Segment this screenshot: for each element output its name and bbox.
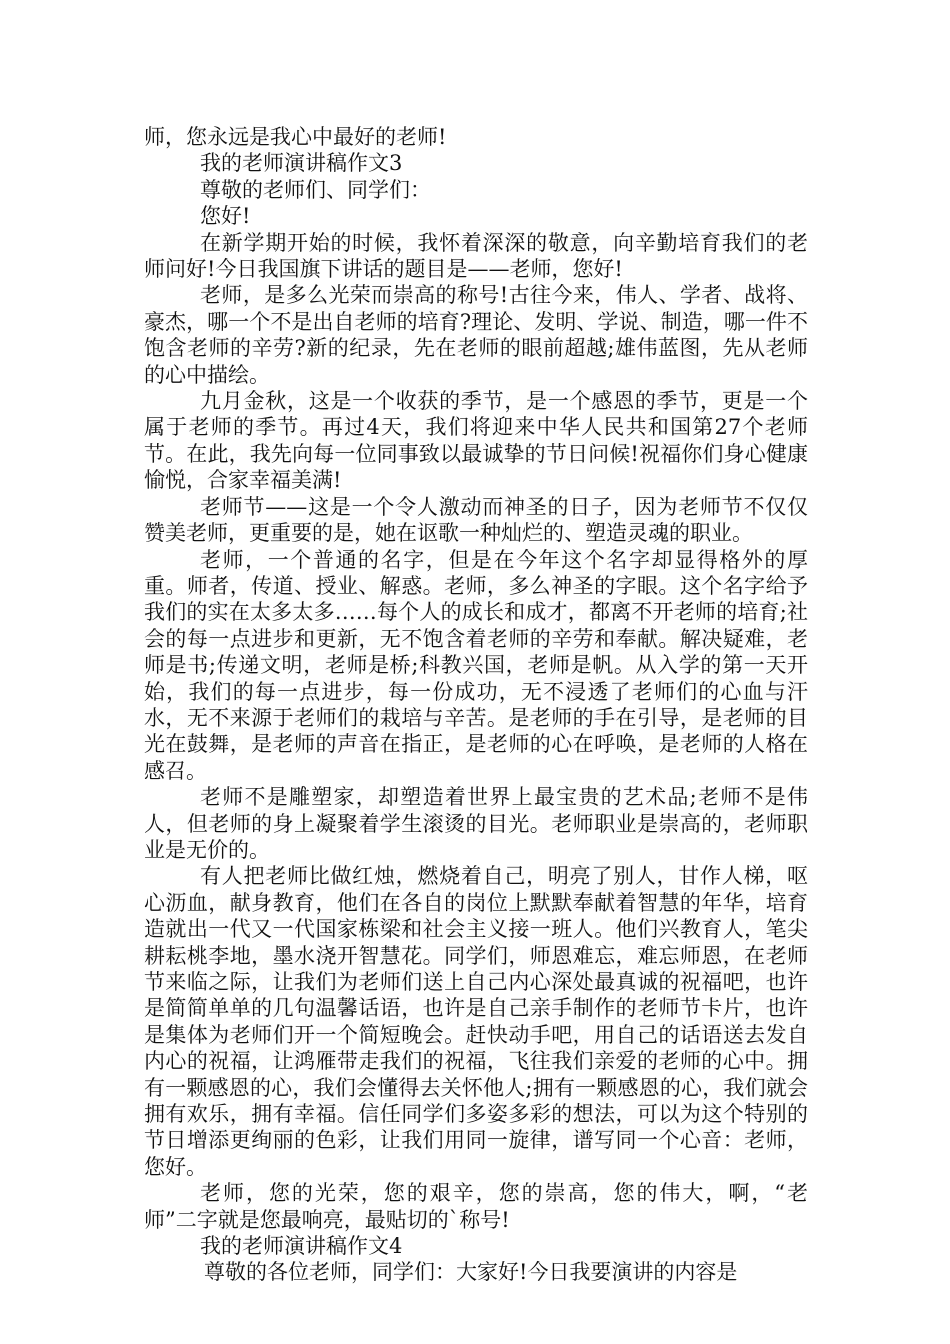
paragraph: 在新学期开始的时候，我怀着深深的敬意，向辛勤培育我们的老师问好!今日我国旗下讲话的题目是——老师，您好!	[144, 230, 808, 282]
paragraph: 尊敬的各位老师，同学们：大家好!今日我要演讲的内容是	[204, 1260, 738, 1285]
section-heading-3: 我的老师演讲稿作文3	[200, 151, 403, 176]
paragraph: 老师，您的光荣，您的艰辛，您的崇高，您的伟大，啊，“老师”二字就是您最响亮，最贴切的`称号!	[144, 1181, 808, 1232]
greeting: 您好!	[200, 204, 251, 229]
paragraph: 老师节——这是一个令人激动而神圣的日子，因为老师节不仅仅赞美老师，更重要的是，她在讴歌一种灿烂的、塑造灵魂的职业。	[144, 494, 808, 546]
paragraph: 老师，是多么光荣而崇高的称号!古往今来，伟人、学者、战将、豪杰，哪一个不是出自老师的培育?理论、发明、学说、制造，哪一件不饱含老师的辛劳?新的纪录，先在老师的眼前超越;雄伟蓝图，先从老师的心中描绘。	[144, 283, 808, 387]
paragraph: 有人把老师比做红烛，燃烧着自己，明亮了别人，甘作人梯，呕心沥血，献身教育，他们在各自的岗位上默默奉献着智慧的年华，培育造就出一代又一代国家栋梁和社会主义接一班人。他们兴教育人，笔尖耕耘桃李地，墨水浇开智慧花。同学们，师恩难忘，难忘师恩，在老师节来临之际，让我们为老师们送上自己内心深处最真诚的祝福吧，也许是简简单单的几句温馨话语，也许是自己亲手制作的老师节卡片，也许是集体为老师们开一个简短晚会。赶快动手吧，用自己的话语送去发自内心的祝福，让鸿雁带走我们的祝福，飞往我们亲爱的老师的心中。拥有一颗感恩的心，我们会懂得去关怀他人;拥有一颗感恩的心，我们就会拥有欢乐，拥有幸福。信任同学们多姿多彩的想法，可以为这个特别的节日增添更绚丽的色彩，让我们用同一旋律，谱写同一个心音：老师，您好。	[144, 864, 808, 1179]
paragraph: 老师，一个普通的名字，但是在今年这个名字却显得格外的厚重。师者，传道、授业、解惑。老师，多么神圣的字眼。这个名字给予我们的实在太多太多……每个人的成长和成才，都离不开老师的培育;社会的每一点进步和更新，无不饱含着老师的辛劳和奉献。解决疑难，老师是书;传递文明，老师是桥;科教兴国，老师是帆。从入学的第一天开始，我们的每一点进步，每一份成功，无不浸透了老师们的心血与汗水，无不来源于老师们的栽培与辛苦。是老师的手在引导，是老师的目光在鼓舞，是老师的声音在指正，是老师的心在呼唤，是老师的人格在感召。	[144, 547, 808, 783]
document-body	[144, 124, 808, 1286]
paragraph: 九月金秋，这是一个收获的季节，是一个感恩的季节，更是一个属于老师的季节。再过4天，我们将迎来中华人民共和国第27个老师节。在此，我先向每一位同事致以最诚挚的节日问候!祝福你们身心健康愉悦，合家幸福美满!	[144, 389, 808, 493]
salutation: 尊敬的老师们、同学们：	[200, 177, 431, 202]
paragraph-continuation: 师，您永远是我心中最好的老师!	[144, 125, 447, 149]
section-heading-4: 我的老师演讲稿作文4	[200, 1234, 403, 1259]
paragraph: 老师不是雕塑家，却塑造着世界上最宝贵的艺术品;老师不是伟人，但老师的身上凝聚着学生滚烫的目光。老师职业是崇高的，老师职业是无价的。	[144, 785, 808, 862]
